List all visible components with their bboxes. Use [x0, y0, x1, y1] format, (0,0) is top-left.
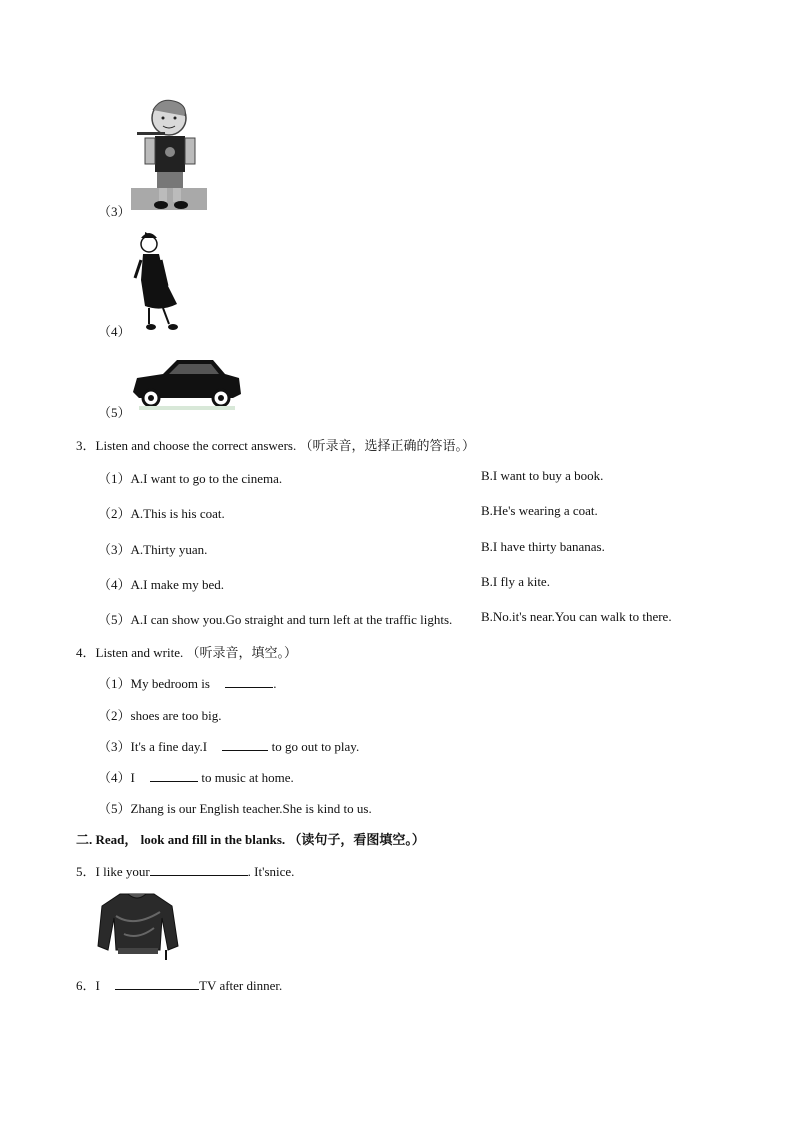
q4-text: Zhang is our English teacher.She is kind to us.: [130, 801, 372, 816]
q3-item-label: （5）: [98, 612, 131, 627]
q4-text-before: My bedroom is: [130, 676, 210, 691]
item-label-5: （5）: [98, 405, 131, 420]
question-4-number: 4．: [76, 645, 96, 660]
q3-option-3a: [98, 539, 207, 558]
q3-item-label: （4）: [98, 577, 131, 592]
boy-brushing-teeth-picture: [131, 96, 207, 216]
question-4-title: [76, 642, 297, 661]
question-5-number: 5．: [76, 864, 96, 879]
q4-item-5: [98, 798, 372, 817]
question-3-instruction: Listen and choose the correct answers. （听录音，选择正确的答语。）: [95, 438, 475, 453]
q4-text-before: It's a fine day.I: [130, 739, 208, 754]
q4-item-4: [98, 767, 294, 786]
fill-blank[interactable]: [150, 863, 248, 876]
q3-option-a: A.Thirty yuan.: [130, 542, 208, 557]
q4-text-after: .: [273, 676, 277, 691]
fill-blank[interactable]: [222, 738, 268, 751]
q3-option-2b: B.He's wearing a coat.: [481, 503, 598, 518]
q4-item-1: [98, 673, 276, 692]
q4-text-before: I: [130, 770, 135, 785]
q4-item-2: [98, 705, 222, 724]
fill-blank[interactable]: [225, 675, 273, 688]
question-6-number: 6．: [76, 978, 96, 993]
q3-option-a: A.I want to go to the cinema.: [130, 471, 283, 486]
sweater-picture: [94, 888, 180, 966]
section-2-title: 二. Read， look and fill in the blanks. （读句子，看图填空。）: [76, 832, 425, 847]
question-5: [76, 861, 294, 880]
q3-option-4b: B.I fly a kite.: [481, 574, 550, 589]
q4-item-label: （5）: [98, 801, 131, 816]
question-6: [76, 975, 282, 994]
q4-item-label: （1）: [98, 676, 131, 691]
q3-option-a: A.I can show you.Go straight and turn left at the traffic lights.: [130, 612, 453, 627]
q3-item-label: （3）: [98, 542, 131, 557]
q3-option-5a: [98, 609, 452, 628]
q3-option-5b: B.No.it's near.You can walk to there.: [481, 609, 672, 624]
item-label-3: （3）: [98, 204, 131, 219]
question-4-instruction: Listen and write. （听录音，填空。）: [95, 645, 297, 660]
q3-option-a: A.This is his coat.: [130, 506, 225, 521]
q4-item-label: （4）: [98, 770, 131, 785]
q3-option-3b: B.I have thirty bananas.: [481, 539, 605, 554]
fill-blank[interactable]: [150, 769, 198, 782]
fill-blank[interactable]: [115, 977, 199, 990]
girl-in-dress-picture: [131, 230, 183, 338]
car-picture: [129, 356, 243, 416]
q5-text-before: I like your: [95, 864, 150, 879]
q4-text: shoes are too big.: [130, 708, 222, 723]
q5-text-after: . It'snice.: [247, 864, 295, 879]
q3-option-2a: [98, 503, 225, 522]
q3-item-label: （1）: [98, 471, 131, 486]
q4-item-label: （2）: [98, 708, 131, 723]
q6-text-before: I: [95, 978, 100, 993]
q4-text-after: to go out to play.: [271, 739, 360, 754]
q4-item-3: [98, 736, 359, 755]
q4-text-after: to music at home.: [201, 770, 294, 785]
question-3-number: 3．: [76, 438, 96, 453]
q6-text-after: TV after dinner.: [199, 978, 283, 993]
q3-option-1b: B.I want to buy a book.: [481, 468, 604, 483]
item-label-4: （4）: [98, 324, 131, 339]
q3-option-4a: [98, 574, 224, 593]
q3-item-label: （2）: [98, 506, 131, 521]
q4-item-label: （3）: [98, 739, 131, 754]
q3-option-1a: [98, 468, 282, 487]
q3-option-a: A.I make my bed.: [130, 577, 225, 592]
question-3-title: [76, 435, 475, 454]
